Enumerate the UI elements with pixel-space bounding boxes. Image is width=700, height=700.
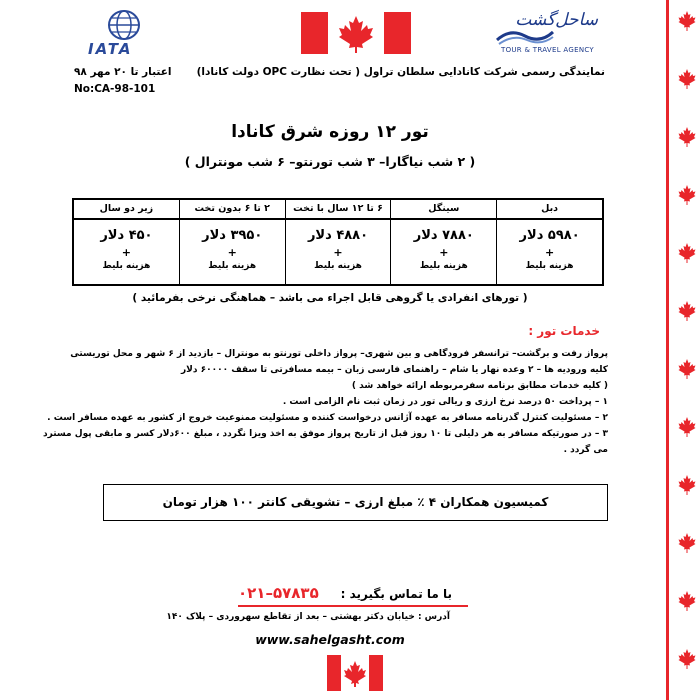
agency-logo — [495, 8, 610, 60]
contact-label: با ما تماس بگیرید : — [340, 587, 452, 601]
ticket-note: هزینه بلیط — [314, 261, 362, 271]
plus-sign: + — [439, 246, 449, 259]
ticket-note: هزینه بلیط — [102, 261, 151, 271]
price-value: ۴۵۰ دلار — [100, 228, 153, 243]
service-line: ( کلیه خدمات مطابق برنامه سفرمربوطه ارائه خواهد شد ) — [351, 381, 608, 391]
price-column — [496, 200, 602, 284]
canada-flag-icon — [301, 12, 411, 54]
tour-code: No:CA-98-101 — [74, 83, 156, 95]
price-column — [285, 200, 391, 284]
price-table — [72, 198, 604, 286]
page-subtitle: ( ۲ شب نیاگارا– ۳ شب تورنتو– ۶ شب مونترال ) — [184, 154, 476, 169]
column-header: ۶ تا ۱۲ سال با تخت — [286, 200, 391, 220]
condition-line: ۲ – مسئولیت کنترل گذرنامه مسافر به عهده آژانس درخواست کننده و مسئولیت ممنوعیت خروج از کشور به عهده مسافر است . — [47, 413, 608, 423]
price-column — [179, 200, 285, 284]
plus-sign: + — [544, 246, 555, 259]
website-link[interactable]: www.sahelgasht.com — [255, 632, 405, 647]
services-heading: خدمات تور : — [528, 324, 600, 338]
canada-flag-bottom-icon — [327, 655, 383, 691]
iata-text: IATA — [88, 40, 133, 58]
maple-leaf-icon — [676, 532, 698, 554]
maple-leaf-icon — [676, 648, 698, 670]
group-tour-note: ( تورهای انفرادی یا گروهی قابل اجراء می باشد – هماهنگی نرخی بفرمائید ) — [132, 292, 528, 304]
border-stripe — [666, 0, 669, 700]
maple-leaf-icon — [676, 474, 698, 496]
representative-line: نمایندگی رسمی شرکت کانادایی سلطان تراول ( تحت نظارت OPC دولت کانادا) — [196, 66, 605, 78]
column-header: سینگل — [391, 200, 496, 220]
maple-leaf-icon — [676, 10, 698, 32]
price-column — [74, 200, 179, 284]
maple-leaf-icon — [676, 300, 698, 322]
phone-underline — [238, 605, 468, 607]
maple-leaf-icon — [676, 184, 698, 206]
phone-number[interactable]: ۰۲۱–۵۷۸۳۵ — [238, 584, 319, 602]
address: آدرس : خیابان دکتر بهشتی – بعد از تقاطع سهروردی – پلاک ۱۴۰ — [166, 612, 450, 622]
plus-sign: + — [121, 246, 132, 259]
maple-leaf-icon — [676, 416, 698, 438]
iata-globe-icon — [108, 10, 140, 40]
condition-line: می گردد . — [563, 445, 608, 455]
plus-sign: + — [227, 246, 237, 259]
maple-leaf-icon — [676, 358, 698, 380]
service-line: پرواز رفت و برگشت– ترانسفر فرودگاهی و بین شهری– پرواز داخلی تورنتو به مونترال – بازدید از ۶ شهر و محل توریستی — [70, 349, 608, 359]
agency-subtitle: TOUR & TRAVEL AGENCY — [501, 46, 595, 54]
condition-line: ۳ – در صورتیکه مسافر به هر دلیلی تا ۱۰ روز قبل از تاریخ پرواز موفق به اخذ ویزا نگردد ، مبلغ ۶۰۰دلار کسر و مابقی پول مسترد — [43, 429, 608, 439]
maple-leaf-border — [660, 0, 700, 700]
price-column — [390, 200, 496, 284]
agency-name: ساحل‌گشت — [515, 10, 598, 30]
price-value: ۵۹۸۰ دلار — [519, 228, 580, 243]
commission-box: کمیسیون همکاران ۴ ٪ مبلغ ارزی – تشویقی کانتر ۱۰۰ هزار تومان — [103, 484, 608, 521]
validity-date: اعتبار تا ۲۰ مهر ۹۸ — [74, 66, 172, 78]
condition-line: ۱ – پرداخت ۵۰ درصد نرخ ارزی و ریالی تور در زمان ثبت نام الزامی است . — [282, 397, 608, 407]
price-value: ۳۹۵۰ دلار — [202, 228, 263, 243]
ticket-note: هزینه بلیط — [208, 261, 257, 271]
service-line: کلیه ورودیه ها – ۲ وعده نهار یا شام – راهنمای فارسی زبان – بیمه مسافرتی تا سقف ۶۰۰۰۰ دلار — [180, 365, 608, 375]
maple-leaf-icon — [676, 68, 698, 90]
price-value: ۷۸۸۰ دلار — [413, 228, 474, 243]
maple-leaf-icon — [676, 126, 698, 148]
iata-logo — [78, 10, 168, 56]
price-value: ۴۸۸۰ دلار — [307, 228, 369, 243]
column-header: ۲ تا ۶ بدون تخت — [180, 200, 285, 220]
maple-leaf-icon — [676, 242, 698, 264]
column-header: دبل — [497, 200, 602, 220]
ticket-note: هزینه بلیط — [525, 261, 574, 271]
page-title: تور ۱۲ روزه شرق کانادا — [231, 122, 429, 142]
maple-leaf-icon — [676, 590, 698, 612]
ticket-note: هزینه بلیط — [419, 261, 468, 271]
column-header: زیر دو سال — [74, 200, 179, 220]
plus-sign: + — [333, 246, 343, 259]
